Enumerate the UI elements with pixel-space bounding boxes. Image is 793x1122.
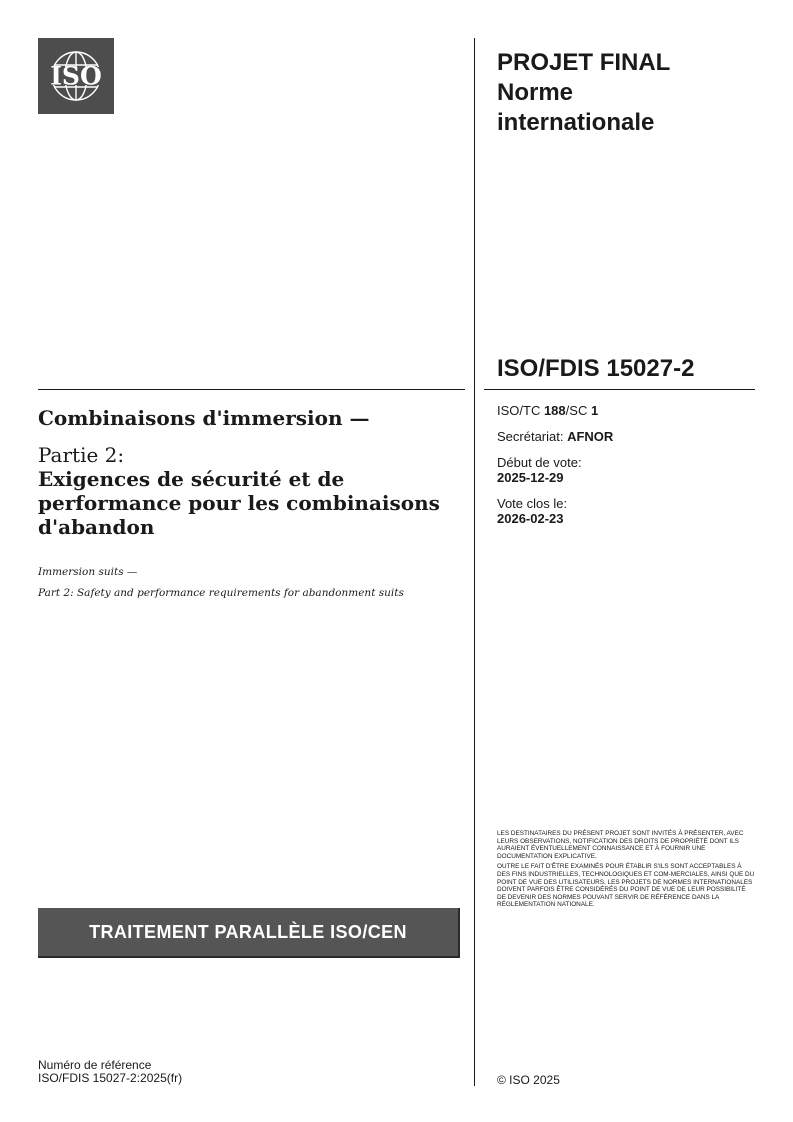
logo-text: ISO bbox=[50, 61, 102, 91]
alt-title-part: Part 2: Safety and performance requirements for abandonment suits bbox=[38, 587, 404, 599]
committee-line bbox=[497, 403, 757, 418]
alt-title-main: Immersion suits — bbox=[38, 566, 138, 578]
reference-value: ISO/FDIS 15027-2:2025(fr) bbox=[38, 1071, 183, 1085]
sc-number: 1 bbox=[590, 403, 599, 418]
title-subtitle: Exigences de sécurité et de performance pour les combinaisons d'abandon bbox=[38, 467, 440, 539]
vote-start bbox=[497, 455, 757, 485]
reference-number bbox=[38, 1059, 182, 1085]
horizontal-divider-left bbox=[38, 389, 465, 390]
status-line-2: Norme bbox=[497, 79, 574, 106]
copyright: © ISO 2025 bbox=[497, 1073, 560, 1087]
committee-prefix: ISO/TC bbox=[497, 403, 544, 418]
vote-start-label: Début de vote: bbox=[497, 455, 582, 470]
iso-logo bbox=[38, 38, 114, 114]
parallel-processing-banner bbox=[38, 908, 460, 958]
vote-end-date: 2026-02-23 bbox=[497, 511, 564, 526]
title-main: Combinaisons d'immersion — bbox=[38, 406, 370, 430]
document-status bbox=[497, 48, 757, 138]
secretariat-value: AFNOR bbox=[567, 429, 614, 444]
status-line-3: internationale bbox=[497, 109, 655, 136]
english-title-block bbox=[38, 566, 458, 600]
disclaimer-paragraph-1: LES DESTINATAIRES DU PRÉSENT PROJET SONT INVITÉS À PRÉSENTER, AVEC LEURS OBSERVATIONS, NOTIFICATION DES DROITS DE PROPRIÉTÉ DONT ILS AURAIENT ÉVENTUELLEMENT CONNAISSANCE ET À FOURNIR UNE DOCUMENTATION EXPLICATIVE. bbox=[497, 830, 744, 860]
title-part: Partie 2: bbox=[38, 443, 125, 467]
reference-label: Numéro de référence bbox=[38, 1058, 152, 1072]
disclaimer bbox=[497, 830, 755, 912]
secretariat-line bbox=[497, 429, 757, 444]
vote-end bbox=[497, 496, 757, 526]
french-title-block bbox=[38, 405, 458, 539]
iso-globe-icon bbox=[38, 38, 114, 114]
status-line-1: PROJET FINAL bbox=[497, 49, 671, 76]
vote-end-label: Vote clos le: bbox=[497, 496, 568, 511]
banner-text: TRAITEMENT PARALLÈLE ISO/CEN bbox=[89, 921, 407, 942]
disclaimer-paragraph-2: OUTRE LE FAIT D'ÊTRE EXAMINÉS POUR ÉTABLIR S'ILS SONT ACCEPTABLES À DES FINS INDUSTRIELLES, TECHNOLOGIQUES ET COM-MERCIALES, AINSI QUE DU POINT DE VUE DES UTILISATEURS, LES PROJETS DE NORMES INTERNATIONALES DOIVENT PARFOIS ÊTRE CONSIDÉRÉS DU POINT DE VUE DE LEUR POSSIBILITÉ DE DEVENIR DES NORMES POUVANT SERVIR DE RÉFÉRENCE DANS LA RÉGLEMENTATION NATIONALE. bbox=[497, 863, 755, 909]
document-metadata bbox=[497, 403, 757, 537]
tc-number: 188 bbox=[543, 403, 566, 418]
vertical-divider bbox=[474, 38, 475, 1086]
horizontal-divider-right bbox=[484, 389, 755, 390]
secretariat-label: Secrétariat: bbox=[497, 429, 568, 444]
document-number: ISO/FDIS 15027-2 bbox=[497, 355, 695, 382]
sc-prefix: /SC bbox=[565, 403, 591, 418]
vote-start-date: 2025-12-29 bbox=[497, 470, 564, 485]
